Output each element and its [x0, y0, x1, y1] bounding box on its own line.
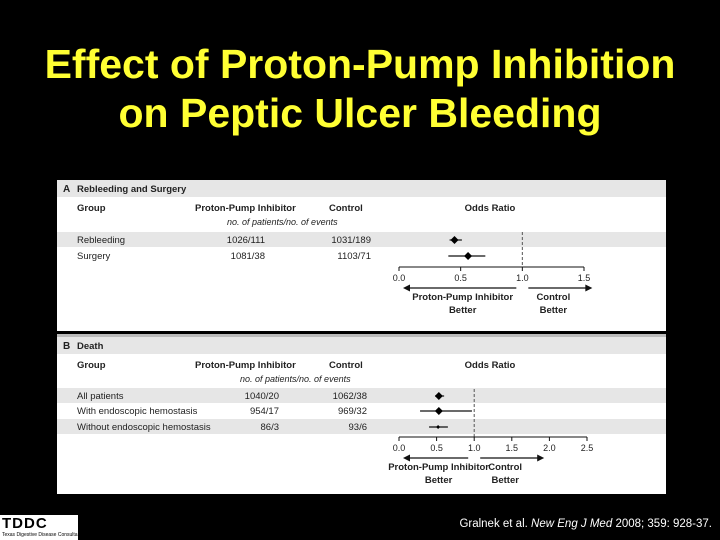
citation: [459, 518, 712, 530]
panel-separator-shade: [57, 334, 666, 337]
col-header-effect: Odds Ratio: [464, 203, 516, 214]
x-axis-tick-label: 2.5: [580, 443, 594, 453]
x-axis-tick-label: 1.5: [577, 273, 591, 283]
col-header-group: Group: [77, 360, 106, 371]
logo-text: TDDC: [2, 515, 48, 532]
col-header-effect: Odds Ratio: [464, 360, 516, 371]
row-control-value: 1031/189: [331, 235, 371, 246]
col-header-treatment: Proton-Pump Inhibitor: [195, 360, 296, 371]
panel-separator: [57, 331, 666, 334]
x-axis-tick-label: 1.0: [467, 443, 481, 453]
citation-authors: Gralnek et al.: [459, 518, 528, 530]
row-treatment-value: 1040/20: [244, 391, 279, 402]
favors-left-label: Proton-Pump Inhibitor: [412, 292, 514, 303]
panel-letter: B: [63, 341, 71, 352]
row-control-value: 969/32: [337, 406, 367, 417]
panel-header-band: [57, 337, 666, 354]
row-label: Surgery: [77, 251, 111, 262]
col-header-control: Control: [329, 360, 363, 371]
point-estimate-marker: [435, 407, 443, 415]
slide-title: [0, 40, 720, 138]
favors-left-label: Proton-Pump Inhibitor: [388, 462, 489, 473]
x-axis-tick-label: 2.0: [543, 443, 556, 453]
tddc-logo: [0, 515, 85, 540]
favors-right-label-2: Better: [539, 305, 568, 316]
row-label: Rebleeding: [77, 235, 126, 246]
row-label: Without endoscopic hemostasis: [77, 422, 211, 433]
col-header-group: Group: [77, 203, 106, 214]
favors-right-label-2: Better: [491, 475, 519, 486]
favors-left-arrowhead: [403, 285, 410, 292]
row-control-value: 93/6: [348, 422, 367, 433]
favors-right-arrowhead: [537, 455, 544, 462]
favors-left-label-2: Better: [448, 305, 477, 316]
row-treatment-value: 1081/38: [230, 251, 265, 262]
x-axis-tick-label: 0.5: [430, 443, 443, 453]
point-estimate-marker: [464, 252, 472, 260]
row-label: All patients: [77, 391, 124, 402]
row-control-value: 1103/71: [337, 251, 371, 262]
col-header-control: Control: [329, 203, 363, 214]
x-axis-tick-label: 1.0: [516, 273, 529, 283]
subheader-text: no. of patients/no. of events: [227, 217, 338, 227]
row-treatment-value: 954/17: [249, 406, 279, 417]
favors-right-label: Control: [488, 462, 523, 473]
panel-title: Death: [77, 341, 104, 352]
panel-title: Rebleeding and Surgery: [77, 184, 187, 195]
subheader-text: no. of patients/no. of events: [240, 374, 351, 384]
forest-plot-figure: [57, 180, 666, 494]
panel-letter: A: [63, 184, 71, 195]
x-axis-tick-label: 0.0: [392, 443, 406, 453]
favors-left-label-2: Better: [424, 475, 453, 486]
row-control-value: 1062/38: [332, 391, 367, 402]
favors-right-arrowhead: [585, 285, 592, 292]
x-axis-tick-label: 1.5: [505, 443, 519, 453]
row-treatment-value: 86/3: [260, 422, 279, 433]
logo-subtext: Texas Digestive Disease Consultants: [2, 532, 85, 538]
title-line-2: on Peptic Ulcer Bleeding: [118, 90, 602, 136]
title-line-1: Effect of Proton-Pump Inhibition: [44, 41, 676, 87]
forest-plot-svg: [57, 180, 666, 494]
favors-left-arrowhead: [403, 455, 410, 462]
citation-details: 2008; 359: 928-37.: [615, 518, 712, 530]
row-treatment-value: 1026/111: [226, 235, 265, 246]
panel-b: [57, 337, 666, 486]
citation-journal: New Eng J Med: [531, 518, 613, 530]
x-axis-tick-label: 0.0: [392, 273, 406, 283]
x-axis-tick-label: 0.5: [454, 273, 467, 283]
favors-right-label: Control: [536, 292, 571, 303]
row-label: With endoscopic hemostasis: [77, 406, 198, 417]
col-header-treatment: Proton-Pump Inhibitor: [195, 203, 296, 214]
panel-a: [57, 180, 666, 316]
